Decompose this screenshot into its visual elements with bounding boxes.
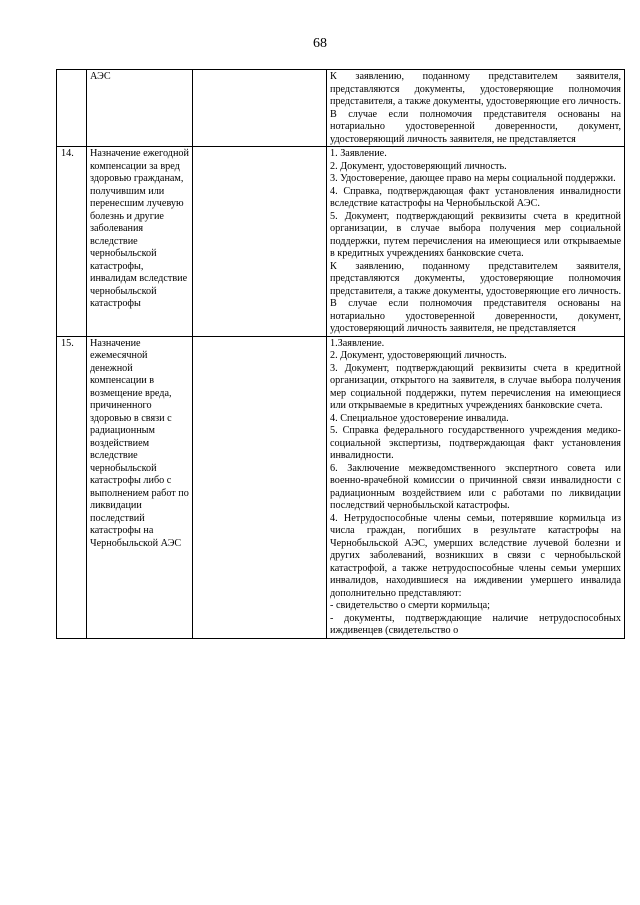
service-name: АЭС [87,70,193,147]
table-row [57,147,625,337]
row-number [57,70,87,147]
table-row [57,70,625,147]
document-item: 4. Специальное удостоверение инвалида. [330,412,509,424]
document-item: 4. Нетрудоспособные члены семьи, потерявшие кормильца из числа граждан, погибших в результате катастрофы на Чернобыльской АЭС, умерших вследствие лучевой болезни и других заболеваний, возникших в связи с чернобыльской катастрофой, а также нетрудоспособные члены семьи умерших инвалидов, находившиеся на иждивении умершего инвалида дополнительно представляют: [330,512,621,599]
empty-cell [193,70,327,147]
document-item: 3. Удостоверение, дающее право на меры социальной поддержки. [330,173,616,184]
row-number: 14. [57,147,87,337]
page-number: 68 [313,36,327,51]
document-item: 5. Справка федерального государственного учреждения медико-социальной экспертизы, подтверждающая факт установления инвалидности. [330,425,621,461]
table-row [57,336,625,638]
document-item: 1. Заявление. [330,148,387,159]
row-number: 15. [57,336,87,638]
empty-cell [193,147,327,337]
services-table [56,69,625,639]
service-name: Назначение ежегодной компенсации за вред здоровью гражданам, получившим или перенесшим лучевую болезнь и другие заболевания вследствие чернобыльской катастрофы, инвалидам вследствие чернобыльской катастрофы [87,147,193,337]
document-item: К заявлению, поданному представителем заявителя, представляются документы, удостоверяющие полномочия представителя, а также документы, удостоверяющие его личность. В случае если полномочия представителя основаны на нотариально удостоверенной доверенности, документ, удостоверяющий личность заявителя, не представляется [330,71,621,145]
documents-cell [327,147,625,337]
document-item: 5. Документ, подтверждающий реквизиты счета в кредитной организации, в случае выбора получения мер социальной поддержки, путем перечисления на имеющиеся или открываемые в кредитных учреждениях банковские счета. [330,210,621,259]
document-item: 6. Заключение межведомственного экспертного совета или военно-врачебной комиссии о причинной связи инвалидности с радиационным воздействием или с работами по ликвидации последствий чернобыльской катастрофы. [330,462,621,511]
document-item: 1.Заявление. [330,337,385,349]
document-item: 2. Документ, удостоверяющий личность. [330,160,507,172]
empty-cell [193,336,327,638]
document-item: 2. Документ, удостоверяющий личность. [330,350,507,361]
document-item: - свидетельство о смерти кормильца; [330,600,490,611]
document-item: 3. Документ, подтверждающий реквизиты счета в кредитной организации, открытого на заявителя, в случае выбора получения мер социальной поддержки, путем перечисления на имеющиеся или открываемые в кредитных учреждениях банковские счета. [330,362,621,411]
document-item: - документы, подтверждающие наличие нетрудоспособных иждивенцев (свидетельство о [330,612,621,636]
service-name: Назначение ежемесячной денежной компенсации в возмещение вреда, причиненного здоровью в связи с радиационным воздействием вследствие чернобыльской катастрофы либо с выполнением работ по ликвидации последствий катастрофы на Чернобыльской АЭС [87,336,193,638]
documents-cell [327,70,625,147]
document-item: 4. Справка, подтверждающая факт установления инвалидности вследствие катастрофы на Чернобыльской АЭС. [330,185,621,209]
documents-cell [327,336,625,638]
document-item: К заявлению, поданному представителем заявителя, представляются документы, удостоверяющие полномочия представителя, а также документы, удостоверяющие его личность. В случае если полномочия представителя основаны на нотариально удостоверенной доверенности, документ, удостоверяющий личность заявителя, не представляется [330,260,621,334]
